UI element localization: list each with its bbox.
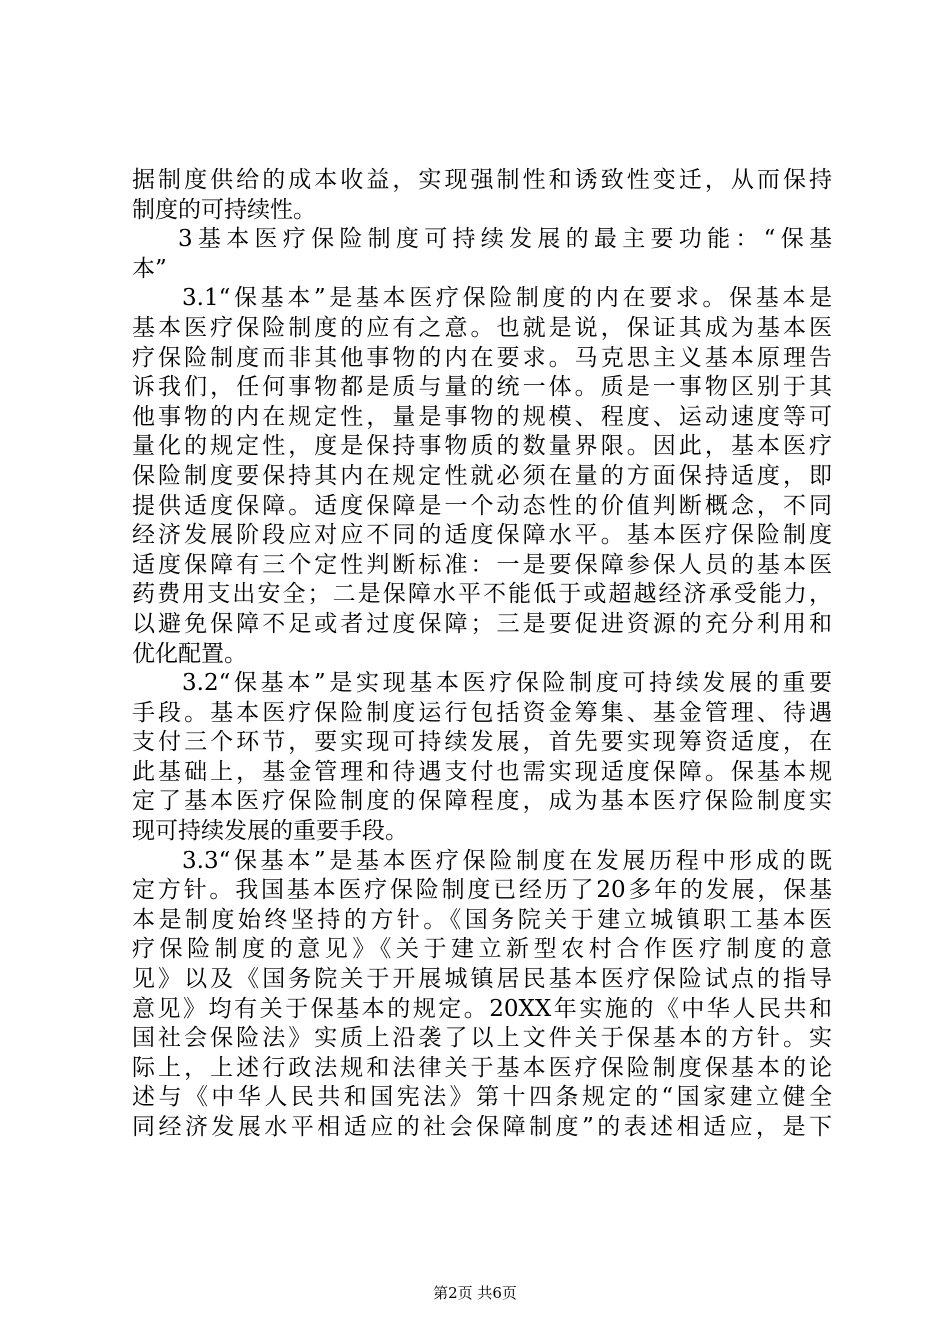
- text-line: 本”: [132, 255, 167, 282]
- text-line: 基本医疗保险制度的应有之意。也就是说，保证其成为基本医: [132, 314, 832, 341]
- text-line: 提供适度保障。适度保障是一个动态性的价值判断概念，不同: [132, 492, 832, 519]
- text-line: 疗保险制度而非其他事物的内在要求。马克思主义基本原理告: [132, 344, 832, 371]
- text-line: 见》以及《国务院关于开展城镇居民基本医疗保险试点的指导: [132, 966, 832, 993]
- text-line: 据制度供给的成本收益，实现强制性和诱致性变迁，从而保持: [132, 167, 832, 193]
- body-text: [132, 166, 832, 1143]
- text-line: 诉我们，任何事物都是质与量的统一体。质是一事物区别于其: [132, 374, 832, 401]
- text-line: 国社会保险法》实质上沿袭了以上文件关于保基本的方针。实: [132, 1025, 832, 1052]
- text-line: 现可持续发展的重要手段。: [132, 818, 408, 845]
- text-line: 保险制度要保持其内在规定性就必须在量的方面保持适度，即: [132, 462, 832, 489]
- text-line: 3.1“保基本”是基本医疗保险制度的内在要求。保基本是: [182, 285, 832, 312]
- text-line: 定了基本医疗保险制度的保障程度，成为基本医疗保险制度实: [132, 788, 832, 815]
- text-line: 手段。基本医疗保险制度运行包括资金筹集、基金管理、待遇: [132, 699, 832, 726]
- text-line: 经济发展阶段应对应不同的适度保障水平。基本医疗保险制度: [132, 522, 832, 549]
- text-line: 疗保险制度的意见》《关于建立新型农村合作医疗制度的意: [132, 936, 832, 963]
- text-line: 3.3“保基本”是基本医疗保险制度在发展历程中形成的既: [182, 847, 832, 874]
- text-line: 3基本医疗保险制度可持续发展的最主要功能：“保基: [178, 226, 832, 253]
- text-line: 量化的规定性，度是保持事物质的数量界限。因此，基本医疗: [132, 433, 832, 460]
- text-line: 同经济发展水平相适应的社会保障制度”的表述相适应，是下: [132, 1114, 832, 1140]
- text-line: 制度的可持续性。: [132, 196, 316, 223]
- text-line: 述与《中华人民共和国宪法》第十四条规定的“国家建立健全: [132, 1084, 832, 1111]
- text-line: 优化配置。: [132, 640, 247, 667]
- text-line: 以避免保障不足或者过度保障；三是要促进资源的充分利用和: [132, 610, 832, 637]
- text-line: 3.2“保基本”是实现基本医疗保险制度可持续发展的重要: [182, 670, 832, 697]
- text-line: 支付三个环节，要实现可持续发展，首先要实现筹资适度，在: [132, 729, 832, 756]
- text-line: 此基础上，基金管理和待遇支付也需实现适度保障。保基本规: [132, 758, 832, 785]
- text-line: 他事物的内在规定性，量是事物的规模、程度、运动速度等可: [132, 403, 832, 430]
- text-line: 定方针。我国基本医疗保险制度已经历了20多年的发展，保基: [132, 877, 832, 904]
- text-line: 本是制度始终坚持的方针。《国务院关于建立城镇职工基本医: [132, 906, 832, 933]
- text-line: 药费用支出安全；二是保障水平不能低于或超越经济承受能力，: [132, 581, 832, 608]
- text-line: 适度保障有三个定性判断标准：一是要保障参保人员的基本医: [132, 551, 832, 578]
- text-line: 意见》均有关于保基本的规定。20XX年实施的《中华人民共和: [132, 995, 832, 1022]
- page-footer: 第2页 共6页: [433, 1284, 517, 1302]
- text-line: 际上，上述行政法规和法律关于基本医疗保险制度保基本的论: [132, 1054, 832, 1081]
